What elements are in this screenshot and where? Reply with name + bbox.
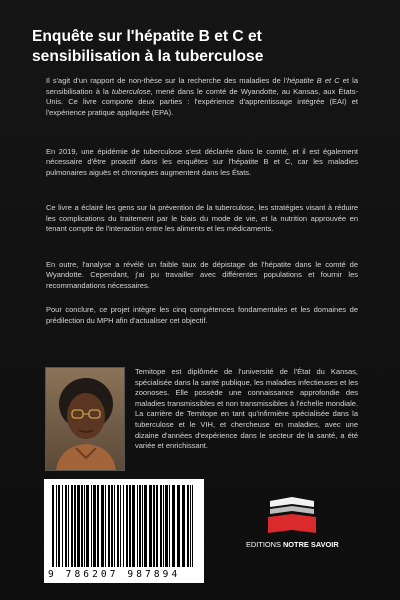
barcode-bar (123, 485, 124, 567)
barcode-bar (71, 485, 73, 567)
barcode-bar (74, 485, 76, 567)
barcode-bar (101, 485, 104, 567)
p1-mid: et la sensibilisation à la (46, 76, 358, 96)
publisher-logo-icon (262, 497, 322, 535)
barcode-bar (65, 485, 67, 567)
book-title (32, 27, 378, 67)
barcode-bar (163, 485, 164, 567)
barcode-bar (117, 485, 119, 567)
barcode-bar (169, 485, 170, 567)
barcode-bar (68, 485, 69, 567)
blurb-paragraph-2: En 2019, une épidémie de tuberculose s'est déclarée dans le comté, et il est également nécessaire d'être proactif dans les enquêtes sur l'hépatite B et C, car les maladies pulmonaires aiguës et chroniques augmentent dans les États. (46, 146, 358, 177)
barcode-bar (58, 485, 60, 567)
publisher-name-part1: EDITIONS (246, 540, 283, 549)
author-photo (45, 367, 125, 471)
p1-end: , mené dans le comté de Wyandotte, au Kansas, aux États-Unis. Ce livre comporte deux parties : l'expérience d'apprentissage intégrée (EAI) et l'expérience pratique appliquée (EPA). (46, 86, 358, 117)
barcode-bar (132, 485, 135, 567)
author-bio: Temitope est diplômée de l'université de l'État du Kansas, spécialisée dans la santé publique, les maladies infectieuses et les zoonoses. Elle possède une connaissance approfondie des maladies transmissibles et non transmissibles à l'échelle mondiale. La carrière de Temitope en tant qu'infirmière spécialisée dans la tuberculose et le VIH, et chercheuse en maladies, avec une dizaine d'années d'expérience dans le secteur de la santé, a été variée et enrichissant. (135, 367, 358, 451)
barcode-bar (111, 485, 113, 567)
p1-italic-hepatitis: 'hépatite B et C (285, 76, 340, 85)
barcode-bar (142, 485, 143, 567)
barcode-bar (56, 485, 57, 567)
publisher-name (246, 540, 356, 549)
barcode-bar (144, 485, 147, 567)
title-line-2: sensibilisation à la tuberculose (32, 48, 264, 65)
barcode-bar (165, 485, 168, 567)
isbn-barcode (44, 479, 204, 583)
title-line-1: Enquête sur l'hépatite B et C et (32, 28, 262, 45)
barcode-bar (105, 485, 106, 567)
barcode-bar (129, 485, 131, 567)
barcode-bar (126, 485, 128, 567)
publisher-name-part2: NOTRE SAVOIR (282, 540, 339, 549)
barcode-bar (190, 485, 191, 567)
barcode-bar (187, 485, 189, 567)
barcode-bar (108, 485, 110, 567)
blurb (46, 76, 358, 340)
p1-italic-tuberculosis: tuberculose (111, 86, 151, 96)
barcode-bar (177, 485, 180, 567)
barcode-bar (86, 485, 89, 567)
barcode-bar (192, 485, 193, 567)
blurb-paragraph-3: Ce livre a éclairé les gens sur la prévention de la tuberculose, les stratégies visant à réduire les complications du traitement par le biais du mode de vie, et la nutrition approuvée en tenant compte de l'interaction entre les aliments et les médicaments. (46, 203, 358, 234)
barcode-bar (182, 485, 185, 567)
barcode-bar (93, 485, 96, 567)
blurb-paragraph-4: En outre, l'analyse a révélé un faible taux de dépistage de l'hépatite dans le comté de Wyandotte. Cependant, j'ai pu travailler avec différentes populations et fournir les recommandations nécessaires. (46, 259, 358, 290)
barcode-bar (137, 485, 138, 567)
isbn-number: 9 786207 987894 (48, 569, 181, 580)
p1-start: Il s'agit d'un rapport de non-thèse sur la recherche des maladies de l (46, 76, 286, 85)
author-portrait-illustration (46, 368, 124, 470)
barcode-bar (114, 485, 115, 567)
barcode-bar (149, 485, 152, 567)
blurb-paragraph-5: Pour conclure, ce projet intègre les cinq compétences fondamentales et les domaines de prédilection du MPH afin d'actualiser cet objectif. (46, 305, 358, 325)
barcode-bar (160, 485, 162, 567)
barcode-bar (172, 485, 175, 567)
barcode-bar (120, 485, 121, 567)
blurb-paragraph-1 (46, 76, 358, 134)
barcode-bar (62, 485, 63, 567)
barcode-bar (91, 485, 92, 567)
barcode-bar (77, 485, 80, 567)
barcode-bars (52, 485, 196, 569)
barcode-bar (153, 485, 155, 567)
barcode-bar (97, 485, 99, 567)
barcode-bar (139, 485, 141, 567)
barcode-bar (156, 485, 158, 567)
barcode-bar (81, 485, 83, 567)
barcode-bar (52, 485, 54, 567)
barcode-bar (84, 485, 85, 567)
